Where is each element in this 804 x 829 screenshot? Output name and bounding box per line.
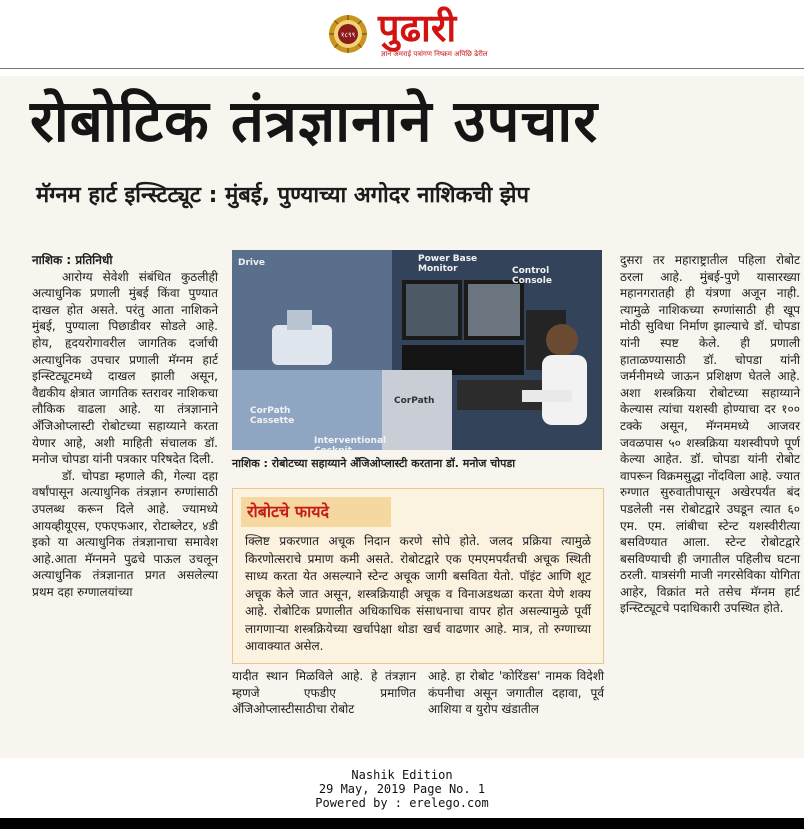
masthead [0, 0, 804, 69]
photo-caption: नाशिक : रोबोटच्या सहाय्याने अँजिओप्लास्टी करताना डॉ. मनोज चोपडा [232, 457, 516, 470]
article-paragraph-1: आरोग्य सेवेशी संबंधित कुठलीही अत्याधुनिक प्रणाली मुंबई किंवा पुण्यात दाखल होत असते. परंतु आता नाशिकने मुंबई, पुण्याला पिछाडीवर सोडले आहे. होय, हृदयरोगावरील जागतिक दर्जाची अत्याधुनिक उपचार प्रणाली मॅग्नम हार्ट इन्स्टिट्यूटमध्ये दाखल झाली असून, वैद्यकीय क्षेत्रात जागतिक स्तरावर नाशिकचा लौकिक वाढला आहे. या तंत्रज्ञानाने अँजिओप्लास्टी रोबोटच्या सहाय्याने करता येणार आहे, अशी माहिती संचालक डॉ. मनोज चोपडा यांनी पत्रकार परिषदेत दिली. [32, 269, 218, 467]
photo-label-interventional: Interventional Cockpit [314, 436, 387, 456]
article-headline: रोबोटिक तंत्रज्ञानाने उपचार [30, 87, 599, 155]
seal-text: १८९९ [340, 31, 356, 39]
article-dateline: नाशिक : प्रतिनिधी [32, 253, 113, 267]
photo-label-corpath: CorPath [394, 396, 435, 406]
photo-label-cassette: CorPath Cassette [250, 406, 295, 426]
article-subhead: मॅग्नम हार्ट इन्स्टिट्यूट : मुंबई, पुण्याच्या अगोदर नाशिकची झेप [36, 183, 529, 208]
article-column-1 [32, 252, 218, 600]
edition-footer [0, 768, 804, 810]
article-clipping [0, 76, 804, 758]
article-column-4-text: दुसरा तर महाराष्ट्रातील पहिला रोबोट ठरला आहे. मुंबई-पुणे यासारख्या महानगरातही ही यंत्रणा अजून नाही. त्यामुळे नाशिकच्या रुग्णांसाठी ही खूप मोठी सुविधा निर्माण झाल्याचे डॉ. चोपडा यांनी स्पष्ट केले. ही प्रणाली हाताळण्यासाठी डॉ. चोपडा यांनी जर्मनीमध्ये जाऊन प्रशिक्षण घेतले आहे. अशा शस्त्रक्रिया रोबोटच्या सहाय्याने केल्यास त्यांचा यशस्वी होण्याचा दर १०० टक्के असून, मॅग्नममध्ये आजवर जवळपास ५० शस्त्रक्रिया यशस्वीपणे पूर्ण केल्या आहेत. डॉ. चोपडा यांनी रोबोट वापरून विक्रमसुद्धा नोंदविला आहे. ज्यात रुग्णात सुरुवातीपासून अखेरपर्यंत बंद पडलेली नस रोबोटद्वारे उघडून त्यात ६० एम. एम. लांबीचा स्टेन्ट यशस्वीरीत्या बसविण्यात आला. स्टेन्ट रोबोटद्वारे बसविण्याची ही जगातील पहिलीच घटना ठरली. यात्रसंगी माजी नगरसेविका योगिता आहेर, विक्रांत मते तसेच मॅग्नम हार्ट इन्स्टिट्यूटचे पदाधिकारी उपस्थित होते. [620, 253, 800, 616]
newspaper-brand[interactable]: पुढारी [378, 6, 457, 50]
article-column-4 [620, 252, 800, 617]
bottom-bar [0, 818, 804, 829]
benefits-box-title: रोबोटचे फायदे [241, 497, 391, 527]
photo-label-monitor: Power Base Monitor [418, 254, 478, 274]
article-column-2-text: यादीत स्थान मिळविले आहे. हे तंत्रज्ञान म्हणजे एफडीए प्रमाणित अँजिओप्लास्टीसाठीचा रोबोट [232, 669, 416, 717]
powered-by-link[interactable]: Powered by : erelego.com [315, 796, 489, 810]
article-column-3-text: आहे. हा रोबोट 'कोरिंडस' नामक विदेशी कंपनीचा असून जगातील दहावा, पूर्व आशिया व युरोप खंडातील [428, 669, 604, 717]
edition-date-page: 29 May, 2019 Page No. 1 [318, 782, 486, 796]
photo-label-console: Control Console [512, 266, 552, 286]
article-paragraph-2: डॉ. चोपडा म्हणाले की, गेल्या दहा वर्षांपासून अत्याधुनिक तंत्रज्ञान रुग्णांसाठी उपलब्ध करून दिले आहे. ज्यामध्ये आयव्हीयूएस, एफएफआर, रोटाब्लेटर, ४डी इको या अत्याधुनिक तंत्रज्ञानाचा समावेश आहे.आता मॅग्नमने पुढचे पाऊल उचलून अत्याधुनिक तंत्रज्ञानात प्रगत असलेल्या प्रथम दहा रुग्णालयांच्या [32, 468, 218, 599]
seal-logo-icon [328, 14, 368, 54]
photo-label-drive: Drive [238, 258, 265, 268]
article-column-2 [232, 668, 416, 718]
edition-name: Nashik Edition [351, 768, 453, 782]
article-column-3 [428, 668, 604, 718]
benefits-box [232, 488, 604, 664]
masthead-tagline: ज्ञान अमराई पत्रांगण निष्क्रम अपिछि ढेरील [381, 50, 488, 58]
benefits-box-body: क्लिष्ट प्रकरणात अचूक निदान करणे सोपे होते. जलद प्रक्रिया त्यामुळे किरणोत्सराचे प्रमाण कमी असते. रोबोटद्वारे एक एमएमपर्यंतची अचूक स्थिती साध्य करता येत असल्याने स्टेन्ट अचूक जागी बसविता येतो. पॉइंट आणि शूट अचूक केले जात असून, शस्त्रक्रियाही अचूक व विनाअडथळा करता येणे शक्य आहे. रोबोटिक प्रणालीत अधिकाधिक संसाधनाचा वापर होत असल्यामुळे पूर्वी लागणाऱ्या शस्त्रक्रियेच्या खर्चापेक्षा थोडा खर्च वाढणार आहे. मात्र, तो रुग्णाच्या आवाक्यात असेल. [245, 534, 591, 653]
article-photo [232, 250, 602, 456]
